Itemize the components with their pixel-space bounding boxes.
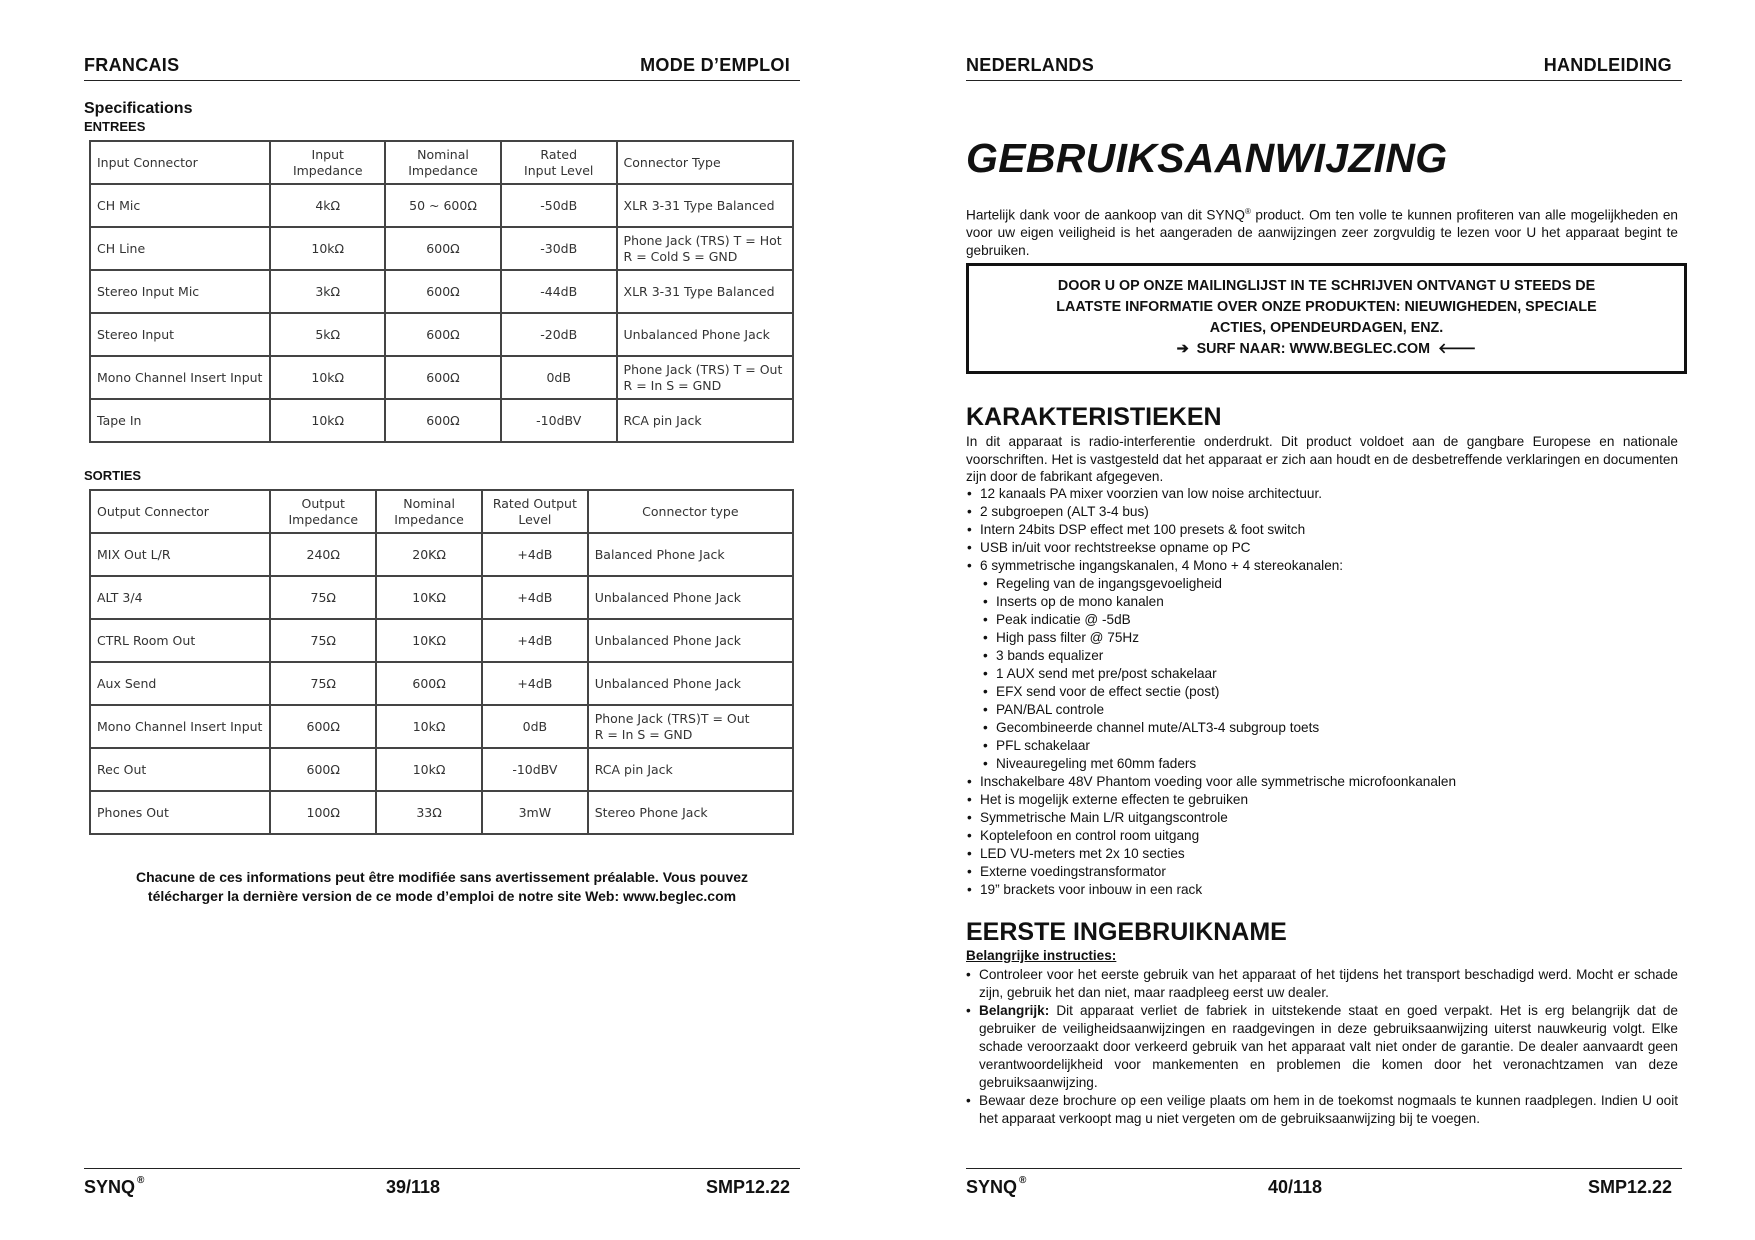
feature-item: • Inschakelbare 48V Phantom voeding voor alle symmetrische microfoonkanalen [966,773,1678,791]
feature-item: • Symmetrische Main L/R uitgangscontrole [966,809,1678,827]
first-use-title: EERSTE INGEBRUIKNAME [966,918,1287,946]
table-cell: Mono Channel Insert Input [90,705,270,748]
table-row [90,184,793,227]
table-cell: 600Ω [376,662,482,705]
note-line: télécharger la dernière version de ce mode d’emploi de notre site Web: www.beglec.com [147,888,737,904]
page-footer [966,1168,1682,1202]
feature-item: • Regeling van de ingangsgevoeligheid [966,575,1678,593]
right-page [966,0,1682,1240]
mailing-list-box [966,263,1687,374]
header-language: NEDERLANDS [966,55,1095,75]
table-cell: -50dB [501,184,617,227]
main-title: GEBRUIKSAANWIJZING [966,135,1448,181]
table-cell: -20dB [501,313,617,356]
column-header: Input Impedance [270,141,385,184]
table-cell: +4dB [482,533,588,576]
inputs-table [89,140,794,443]
table-cell: 4kΩ [270,184,385,227]
feature-item: • Externe voedingstransformator [966,863,1678,881]
table-cell: 100Ω [270,791,376,834]
feature-item: • PAN/BAL controle [966,701,1678,719]
header-language: FRANCAIS [84,55,180,75]
column-header: Input Connector [90,141,270,184]
registered-mark: ® [1019,1175,1027,1186]
table-cell: 33Ω [376,791,482,834]
feature-item: • Peak indicatie @ -5dB [966,611,1678,629]
brand-name: SYNQ [84,1177,136,1197]
page-number: 40/118 [1268,1177,1323,1197]
feature-item: • 6 symmetrische ingangskanalen, 4 Mono + 4 stereokanalen: [966,557,1678,575]
feature-item: • 19” brackets voor inbouw in een rack [966,881,1678,899]
feature-item: • Het is mogelijk externe effecten te gebruiken [966,791,1678,809]
table-cell: Stereo Phone Jack [588,791,793,834]
intro-text: product. Om ten volle te kunnen profiteren van alle mogelijkheden en voor uw eigen veiligheid is het aangeraden de aanwijzingen zeer zorgvuldig te lezen voor U het apparaat begint te gebruiken. [966,207,1678,258]
list-item [966,1002,1678,1092]
page-header [966,55,1682,81]
column-header: Rated Output Level [482,490,588,533]
table-row [90,399,793,442]
box-line: DOOR U OP ONZE MAILINGLIJST IN TE SCHRIJVEN ONTVANGT U STEEDS DE [1057,278,1596,294]
outputs-table [89,489,794,835]
header-title: HANDLEIDING [1543,55,1672,75]
table-cell: 240Ω [270,533,376,576]
table-cell: 0dB [482,705,588,748]
outputs-title: SORTIES [84,468,142,483]
table-cell: 600Ω [385,227,501,270]
table-cell: 600Ω [385,356,501,399]
table-cell: Phone Jack (TRS)T = Out R = In S = GND [588,705,793,748]
table-header-row [90,490,793,533]
feature-item: • Intern 24bits DSP effect met 100 presets & foot switch [966,521,1678,539]
column-header: Rated Input Level [501,141,617,184]
footer-brand [966,1177,1026,1198]
brand-name: SYNQ [966,1177,1018,1197]
table-cell: 5kΩ [270,313,385,356]
table-cell: Balanced Phone Jack [588,533,793,576]
table-row [90,748,793,791]
intro-text: Hartelijk dank voor de aankoop van dit SYNQ [966,207,1245,223]
table-cell: CH Line [90,227,270,270]
feature-item: • Koptelefoon en control room uitgang [966,827,1678,845]
feature-item: • High pass filter @ 75Hz [966,629,1678,647]
table-cell: Unbalanced Phone Jack [588,619,793,662]
table-cell: 600Ω [270,748,376,791]
feature-item: • LED VU-meters met 2x 10 secties [966,845,1678,863]
box-line: ACTIES, OPENDEURDAGEN, ENZ. [1209,320,1444,336]
table-cell: -44dB [501,270,617,313]
table-cell: 600Ω [385,399,501,442]
table-row [90,705,793,748]
table-cell: XLR 3-31 Type Balanced [617,184,793,227]
surf-line [969,339,1684,360]
table-cell: Stereo Input [90,313,270,356]
registered-mark: ® [137,1175,145,1186]
table-cell: 10kΩ [270,356,385,399]
feature-item: • USB in/uit voor rechtstreekse opname op PC [966,539,1678,557]
column-header: Connector type [588,490,793,533]
column-header: Output Connector [90,490,270,533]
table-row [90,576,793,619]
table-cell: -10dBV [482,748,588,791]
table-cell: Unbalanced Phone Jack [588,662,793,705]
arrow-right-icon: ➔ [1176,341,1189,357]
table-cell: Mono Channel Insert Input [90,356,270,399]
feature-item: • EFX send voor de effect sectie (post) [966,683,1678,701]
table-cell: 10kΩ [376,748,482,791]
table-cell: Unbalanced Phone Jack [617,313,793,356]
table-cell: -10dBV [501,399,617,442]
table-cell: Aux Send [90,662,270,705]
feature-item: • 12 kanaals PA mixer voorzien van low noise architectuur. [966,485,1678,503]
table-cell: 75Ω [270,662,376,705]
page-number: 39/118 [386,1177,441,1197]
inputs-title: ENTREES [84,119,146,134]
table-cell: 3kΩ [270,270,385,313]
registered-mark: ® [1244,207,1251,216]
feature-item: • Inserts op de mono kanalen [966,593,1678,611]
important-label: Belangrijke instructies: [966,948,1117,963]
features-list [966,485,1678,899]
left-page [84,0,800,1240]
table-row [90,791,793,834]
footer-brand [84,1177,144,1198]
table-row [90,227,793,270]
table-cell: MIX Out L/R [90,533,270,576]
feature-item: • 2 subgroepen (ALT 3-4 bus) [966,503,1678,521]
list-item: • Controleer voor het eerste gebruik van het apparaat of het tijdens het transport beschadigd werd. Mocht er schade zijn, gebruik het dan niet, maar raadpleeg eerst uw dealer. [966,966,1678,1002]
table-cell: RCA pin Jack [588,748,793,791]
table-cell: 10KΩ [376,619,482,662]
box-line: LAATSTE INFORMATIE OVER ONZE PRODUKTEN: NIEUWIGHEDEN, SPECIALE [1056,299,1597,315]
intro-paragraph [966,203,1678,259]
table-row [90,313,793,356]
list-item: • Bewaar deze brochure op een veilige plaats om hem in de toekomst nogmaals te kunnen raadplegen. Indien U ooit het apparaat verkoopt mag u niet vergeten om de gebruiksaanwijzing bij te voegen. [966,1092,1678,1128]
model-number: SMP12.22 [1587,1177,1672,1197]
table-cell: +4dB [482,619,588,662]
emphasis: Belangrijk: [979,1003,1050,1018]
table-cell: 10kΩ [270,227,385,270]
table-row [90,662,793,705]
column-header: Connector Type [617,141,793,184]
surf-link[interactable]: SURF NAAR: WWW.BEGLEC.COM [1196,341,1431,357]
feature-item: • PFL schakelaar [966,737,1678,755]
table-cell: XLR 3-31 Type Balanced [617,270,793,313]
table-row [90,270,793,313]
table-cell: Phone Jack (TRS) T = Hot R = Cold S = GND [617,227,793,270]
table-row [90,619,793,662]
table-cell: 0dB [501,356,617,399]
item-text: Dit apparaat verliet de fabriek in uitstekende staat en goed verpakt. Het is erg belangrijk dat de gebruiker de veiligheidsaanwijzingen en raadgevingen in deze gebruiksaanwijzing uiterst nauwkeurig volgt. Elke schade veroorzaakt door verkeerd gebruik van het apparaat valt niet onder de garantie. De dealer aanvaardt geen verantwoordelijkheid voor mankementen en problemen die komen door het veronachtzamen van deze gebruiksaanwijzing. [979,1003,1678,1090]
page-footer [84,1168,800,1202]
important-list [966,966,1678,1128]
specifications-title: Specifications [84,100,193,117]
note-line: Chacune de ces informations peut être modifiée sans avertissement préalable. Vous pouvez [135,869,749,885]
table-cell: +4dB [482,662,588,705]
feature-item: • 1 AUX send met pre/post schakelaar [966,665,1678,683]
table-cell: 10kΩ [270,399,385,442]
feature-item: • Niveauregeling met 60mm faders [966,755,1678,773]
table-cell: 3mW [482,791,588,834]
table-cell: CH Mic [90,184,270,227]
disclaimer-note [84,868,800,906]
table-cell: Stereo Input Mic [90,270,270,313]
table-cell: 10kΩ [376,705,482,748]
feature-item: • Gecombineerde channel mute/ALT3-4 subgroup toets [966,719,1678,737]
table-row [90,356,793,399]
table-cell: -30dB [501,227,617,270]
header-title: MODE D’EMPLOI [640,55,790,75]
table-cell: Rec Out [90,748,270,791]
feature-item: • 3 bands equalizer [966,647,1678,665]
page-header [84,55,800,81]
table-cell: 10KΩ [376,576,482,619]
table-cell: Phone Jack (TRS) T = Out R = In S = GND [617,356,793,399]
table-cell: Unbalanced Phone Jack [588,576,793,619]
table-row [90,533,793,576]
table-cell: 75Ω [270,576,376,619]
table-header-row [90,141,793,184]
features-intro: In dit apparaat is radio-interferentie onderdrukt. Dit product voldoet aan de gangbare Europese en nationale voorschriften. Het is vastgesteld dat het apparaat er zich aan houdt en de desbetreffende verklaringen en documenten zijn door de fabrikant afgegeven. [966,434,1678,484]
model-number: SMP12.22 [705,1177,790,1197]
table-cell: 75Ω [270,619,376,662]
table-cell: Tape In [90,399,270,442]
features-title: KARAKTERISTIEKEN [966,403,1222,431]
table-cell: 20KΩ [376,533,482,576]
column-header: Nominal Impedance [385,141,501,184]
table-cell: Phones Out [90,791,270,834]
table-cell: RCA pin Jack [617,399,793,442]
arrow-left-icon: 🡐 [1438,341,1477,357]
table-cell: 600Ω [270,705,376,748]
column-header: Nominal Impedance [376,490,482,533]
table-cell: CTRL Room Out [90,619,270,662]
table-cell: ALT 3/4 [90,576,270,619]
table-cell: 600Ω [385,270,501,313]
table-cell: 600Ω [385,313,501,356]
table-cell: +4dB [482,576,588,619]
table-cell: 50 ~ 600Ω [385,184,501,227]
column-header: Output Impedance [270,490,376,533]
